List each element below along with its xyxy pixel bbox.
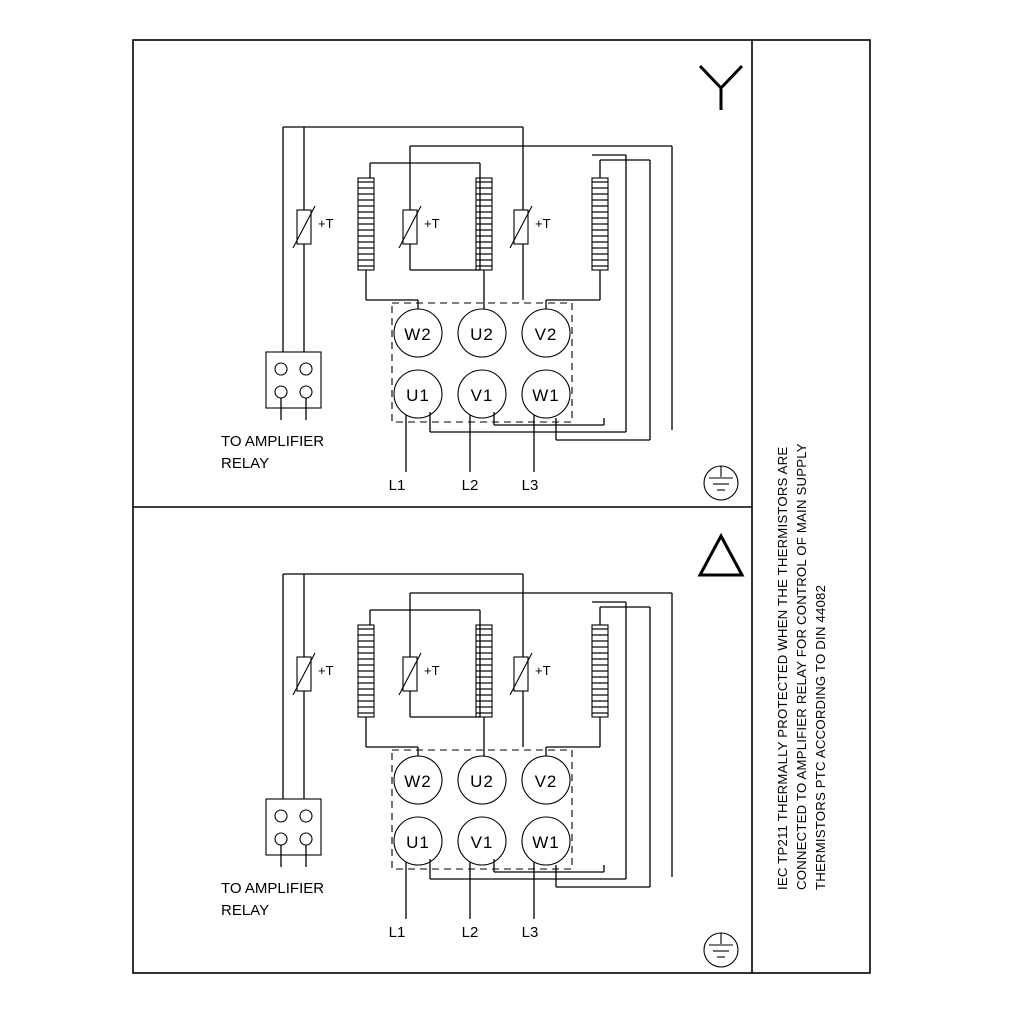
terminal-v2-star: [522, 309, 570, 357]
terminal-label: U2: [470, 325, 494, 344]
thermistor-label: +T: [424, 663, 440, 678]
terminal-label: U2: [470, 772, 494, 791]
terminal-label: U1: [406, 833, 430, 852]
terminal-w1-star: [522, 370, 570, 418]
terminal-label: V1: [470, 833, 494, 852]
winding-coil-3-star: [592, 178, 608, 270]
thermistor-label: +T: [535, 663, 551, 678]
terminal-w2-star: [394, 309, 442, 357]
terminal-w1-delta: [522, 817, 570, 865]
thermistor-3-delta: [510, 653, 551, 695]
phase-label-l1: L1: [388, 477, 406, 494]
winding-coil-2-star: [476, 178, 492, 270]
thermistor-1-star: [293, 206, 334, 248]
amplifier-label-line2: RELAY: [221, 455, 270, 472]
terminal-w2-delta: [394, 756, 442, 804]
amplifier-connector-delta: [266, 799, 321, 867]
phase-leads-delta: [406, 602, 626, 919]
terminal-label: W2: [404, 772, 432, 791]
terminal-label: V2: [534, 325, 558, 344]
terminal-v2-delta: [522, 756, 570, 804]
amplifier-label-line2: RELAY: [221, 902, 270, 919]
terminal-label: V2: [534, 772, 558, 791]
terminal-v1-delta: [458, 817, 506, 865]
terminal-label: W1: [532, 386, 560, 405]
thermistor-label: +T: [424, 216, 440, 231]
terminal-label: U1: [406, 386, 430, 405]
thermistor-3-star: [510, 206, 551, 248]
winding-coil-3-delta: [592, 625, 608, 717]
phase-label-l2: L2: [461, 924, 479, 941]
amplifier-label-line1: TO AMPLIFIER: [221, 433, 325, 450]
phase-label-l1: L1: [388, 924, 406, 941]
panel-star: [221, 66, 742, 500]
note-column: [775, 443, 828, 890]
terminal-label: V1: [470, 386, 494, 405]
winding-coil-1-star: [358, 178, 374, 270]
note-line-2: CONNECTED TO AMPLIFIER RELAY FOR CONTROL OF MAIN SUPPLY: [794, 443, 809, 890]
terminal-label: W1: [532, 833, 560, 852]
terminal-u1-delta: [394, 817, 442, 865]
thermistor-2-star: [399, 206, 440, 248]
panel-delta: [221, 536, 742, 967]
wye-star-icon: [700, 66, 742, 110]
terminal-u2-star: [458, 309, 506, 357]
earth-ground-icon-delta: [704, 933, 738, 967]
terminal-label: W2: [404, 325, 432, 344]
thermistor-label: +T: [318, 216, 334, 231]
thermistor-1-delta: [293, 653, 334, 695]
earth-ground-icon-star: [704, 466, 738, 500]
thermistor-label: +T: [535, 216, 551, 231]
amplifier-label-line1: TO AMPLIFIER: [221, 880, 325, 897]
thermistor-label: +T: [318, 663, 334, 678]
winding-coil-2-delta: [476, 625, 492, 717]
delta-triangle-icon: [700, 536, 742, 575]
phase-label-l2: L2: [461, 477, 479, 494]
note-line-1: IEC TP211 THERMALLY PROTECTED WHEN THE THERMISTORS ARE: [775, 446, 790, 890]
winding-coil-1-delta: [358, 625, 374, 717]
phase-label-l3: L3: [521, 477, 539, 494]
phase-label-l3: L3: [521, 924, 539, 941]
phase-leads-star: [406, 155, 626, 472]
terminal-v1-star: [458, 370, 506, 418]
terminal-u1-star: [394, 370, 442, 418]
amplifier-connector-star: [266, 352, 321, 420]
thermistor-2-delta: [399, 653, 440, 695]
note-line-3: THERMISTORS PTC ACCORDING TO DIN 44082: [813, 584, 828, 890]
terminal-u2-delta: [458, 756, 506, 804]
